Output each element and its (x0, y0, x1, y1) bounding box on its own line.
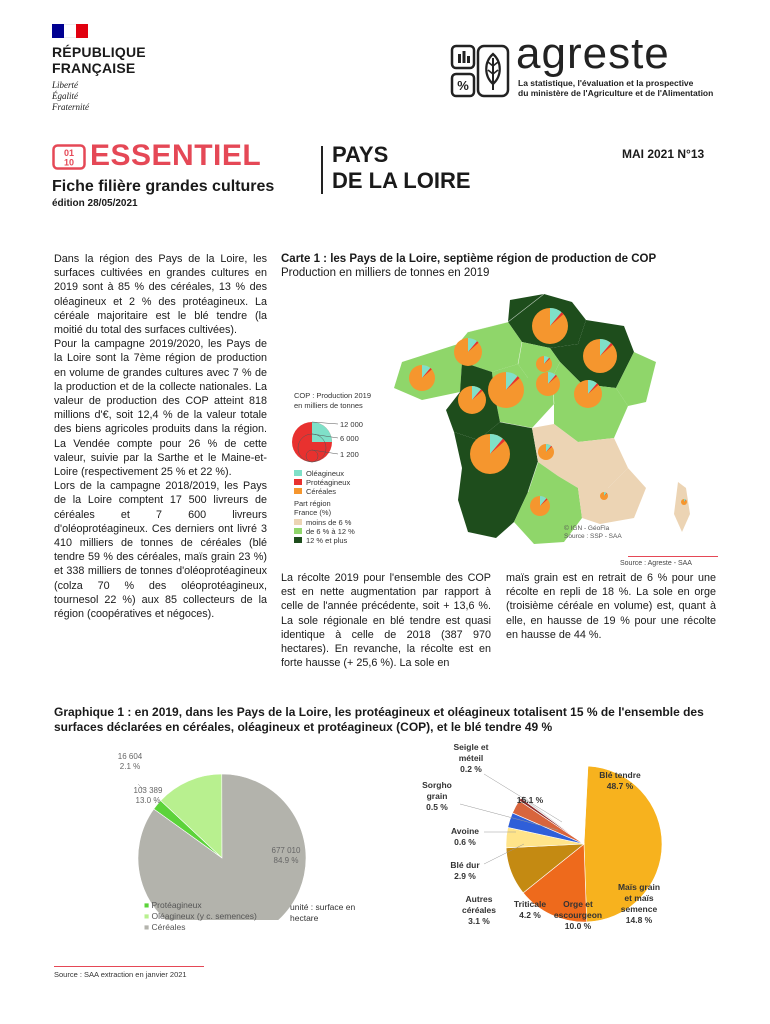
map-legend-cereales: Céréales (306, 487, 337, 496)
map-legend-part-title-2: France (%) (294, 508, 332, 517)
edition-date: édition 28/05/2021 (52, 198, 138, 209)
essentiel-logo-bottom: 10 (63, 157, 75, 168)
pie-label-mais: Maïs grain et maïs semence 14.8 % (617, 882, 661, 925)
intro-paragraph-3: Lors de la campagne 2018/2019, les Pays de la Loire comptent 17 500 livreurs de céréales et 7 600 livreurs d'oléoprotéagineux. Ces derniers ont livré 3 410 milliers de tonnes de céréales (blé tendre 59 % des céréales, maïs grain 23 %) et 338 milliers de tonnes d'oléoprotéagineux (colza 70 % des oléoprotéagineux, tournesol 22 %) aux 85 collecteurs de la région (coopératives et négoces). (54, 480, 267, 621)
map-legend (292, 391, 371, 545)
map-legend-part-title-1: Part région (294, 499, 331, 508)
chart-source: Source : SAA extraction en janvier 2021 (54, 970, 187, 979)
map-credit-1: © IGN - GéoFla (564, 525, 610, 532)
map-legend-proteagineux: Protéagineux (306, 478, 351, 487)
pie-label-orge: Orge et escourgeon 10.0 % (553, 899, 603, 931)
map-legend-oleagineux: Oléagineux (306, 469, 344, 478)
chart-source-rule (54, 966, 204, 967)
map-source-rule (628, 556, 718, 557)
map-legend-part-low: moins de 6 % (306, 518, 352, 527)
pie-chart-cop-surfaces (100, 760, 320, 920)
map-title: Carte 1 : les Pays de la Loire, septième région de production de COP Production en milliers de tonnes en 2019 (281, 253, 657, 279)
issue-number: MAI 2021 N°13 (622, 147, 705, 161)
pie-legend-proteagineux: ■ Protéagineux (144, 900, 202, 910)
agreste-tagline: La statistique, l'évaluation et la prospective du ministère de l'Agriculture et de l'Alimentation (518, 78, 714, 98)
map-credit-2: Source : SSP - SAA (564, 533, 622, 540)
title-divider (321, 146, 323, 194)
map-france-cop (282, 292, 722, 556)
pie-legend-cereales: ■ Céréales (144, 922, 186, 932)
maize-text-column: maïs grain est en retrait de 6 % pour une récolte en repli de 18 %. La sole en orge (troisième céréale en volume) est, quant à elle, en hausse de 19 % pour une récolte en hausse de 44 %. (506, 572, 716, 641)
map-region-corse (674, 482, 690, 532)
essentiel-logo-top: 01 (63, 148, 75, 158)
intro-paragraph-2: Pour la campagne 2019/2020, les Pays de la Loire sont la 7ème région de production en volume de grandes cultures avec 7 % de la production et de la collecte nationales. La valeur de production des COP atteint 818 millions d'€, soit 12,4 % de la valeur totale des biens agricoles produits dans la région. La Vendée compte pour 26 % de cette valeur, suivie par la Sarthe et le Maine-et-Loire (respectivement 25 % et 22 %). (54, 338, 267, 479)
map-source: Source : Agreste - SAA (620, 560, 692, 567)
pie-label-autres: Autres céréales 3.1 % (461, 894, 497, 926)
map-legend-part-high: 12 % et plus (306, 536, 348, 545)
svg-text:%: % (457, 78, 469, 93)
map-legend-size-label-2: 6 000 (340, 434, 359, 443)
pie-label-unlabeled: 15.1 % (516, 795, 544, 805)
pie-label-seigle: Seigle et méteil 0.2 % (453, 742, 489, 774)
harvest-text-column: La récolte 2019 pour l'ensemble des COP est en nette augmentation par rapport à celle de l'année précédente, soit + 13,6 %. La sole régionale en blé tendre est quasi identique à celle de 2018 (387 970 hectares). En revanche, la récolte est en forte hausse (+ 25,6 %). La sole en (281, 572, 491, 670)
map-legend-part-mid: de 6 % à 12 % (306, 527, 355, 536)
pie-label-oleagineux: 103 389 13.0 % (133, 786, 163, 805)
pie-label-triticale: Triticale 4.2 % (513, 899, 547, 920)
intro-text-column (54, 252, 267, 621)
region-title: PAYS DE LA LOIRE (332, 142, 471, 193)
republique-motto: Liberté Égalité Fraternité (52, 80, 89, 112)
pie-legend-oleagineux: ■ Oléagineux (y c. semences) (144, 911, 257, 921)
pie-label-sorgho: Sorgho grain 0.5 % (422, 780, 452, 812)
essentiel-logo-icon (52, 144, 86, 170)
map-legend-size-label-3: 1 200 (340, 450, 359, 459)
fiche-title: Fiche filière grandes cultures (52, 178, 275, 195)
pie-label-avoine: Avoine 0.6 % (450, 826, 480, 847)
republique-francaise-title: RÉPUBLIQUE FRANÇAISE (52, 44, 146, 76)
pie-label-ble-tendre: Blé tendre 48.7 % (599, 770, 641, 791)
republique-flag (52, 24, 88, 38)
pie-label-proteagineux: 16 604 2.1 % (117, 752, 143, 771)
pie-label-cereales: 677 010 84.9 % (271, 846, 301, 865)
essentiel-title: ESSENTIEL (90, 139, 262, 172)
agreste-wordmark: agreste (516, 29, 670, 78)
pie-label-ble-dur: Blé dur 2.9 % (450, 860, 480, 881)
intro-paragraph-1: Dans la région des Pays de la Loire, les surfaces cultivées en grandes cultures en 2019 sont à 85 % des céréales, 13 % des oléagineux et 2 % des protéagineux. La céréale majoritaire est le blé tendre (la moitié du total des surfaces cultivées). (54, 253, 267, 337)
map-legend-size-label-1: 12 000 (340, 420, 363, 429)
pie-legend (144, 900, 257, 933)
map-legend-title-2: en milliers de tonnes (294, 401, 363, 410)
chart-title: Graphique 1 : en 2019, dans les Pays de la Loire, les protéagineux et oléagineux totalisent 15 % de l'ensemble des surfaces déclarées en céréales, oléagineux et protéagineux (COP), et le blé tendre 49 % (54, 705, 704, 734)
map-legend-title-1: COP : Production 2019 (294, 391, 371, 400)
agreste-logo-icon (450, 44, 510, 98)
pie-unit: unité : surface en hectare (290, 902, 356, 923)
